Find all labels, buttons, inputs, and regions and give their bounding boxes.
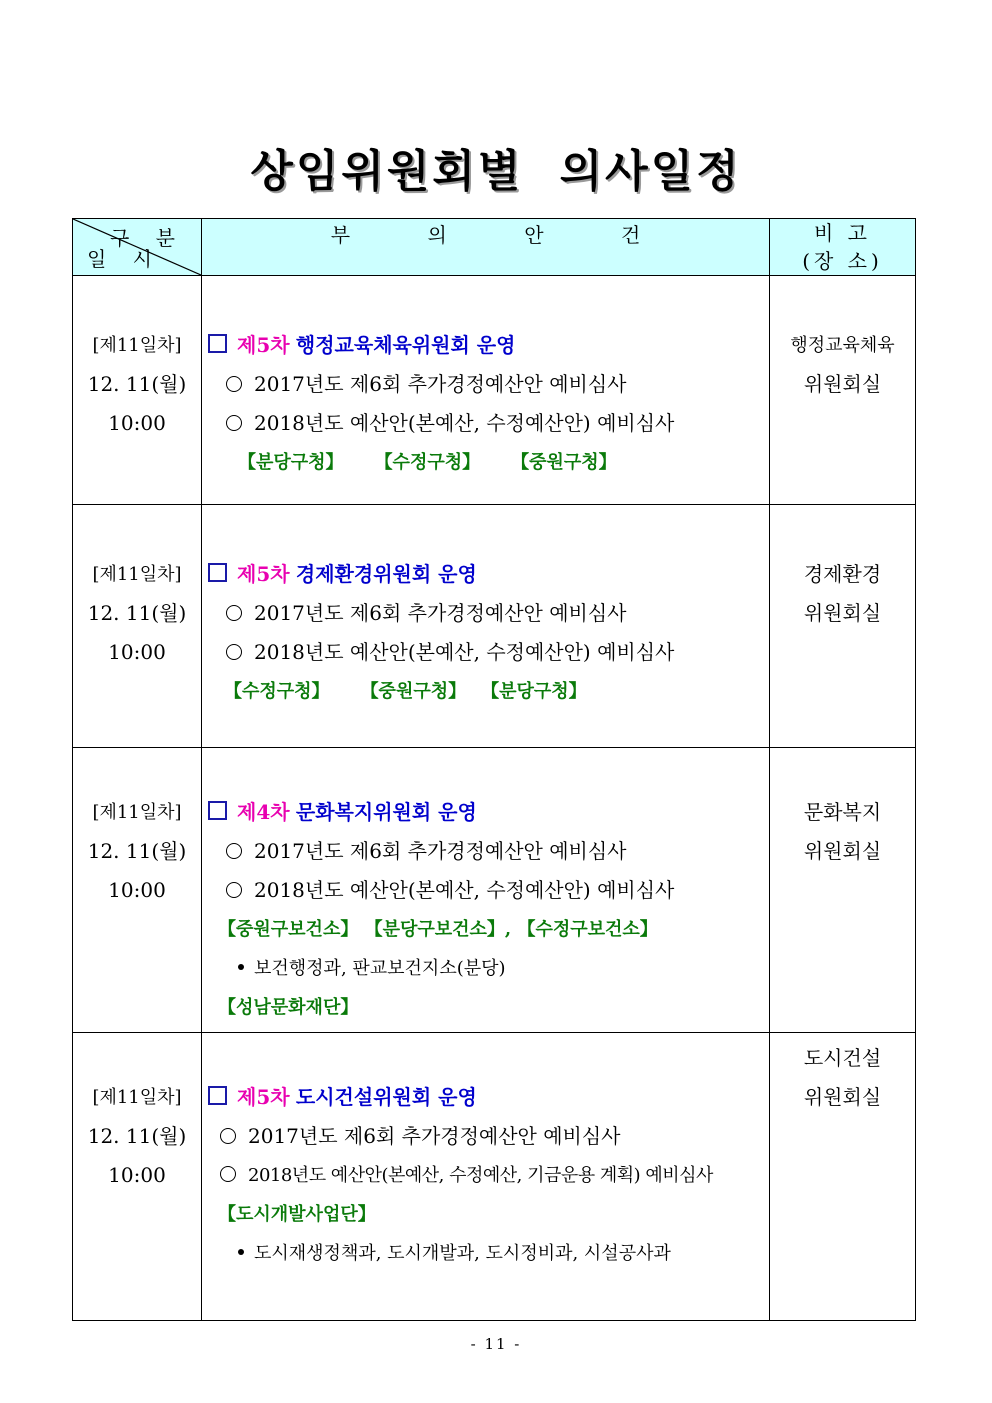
bullet-dot-icon [238,1249,244,1255]
place-line2: 위원회실 [803,601,882,625]
header-main-char: 부 [330,223,351,247]
place-line1: 문화복지 [803,800,882,824]
schedule-row [73,276,916,505]
agenda-item: 2017년도 제6회 추가경정예산안 예비심사 [208,365,769,404]
date-cell [73,505,202,748]
bullet-dot-icon [238,964,244,970]
header-row [73,219,916,276]
session-number: 제5차 [237,1085,290,1109]
page-number: - 11 - [470,1335,522,1353]
time-label: 10:00 [108,640,166,664]
committee-name: 도시건설위원회 운영 [295,1085,477,1109]
checkbox-square-icon [208,1086,227,1105]
header-main-cell [202,219,770,276]
place-line1: 도시건설 [803,1046,882,1070]
group-label: 【도시개발사업단】 [218,1204,376,1225]
time-label: 10:00 [108,411,166,435]
header-ilsi: 일 시 [87,247,162,271]
day-label: [제11일차] [92,802,182,823]
agenda-item: 2018년도 예산안(본예산, 수정예산안) 예비심사 [208,871,769,910]
place-cell [770,1033,916,1321]
agenda-cell [202,1033,770,1321]
agenda-item: 2017년도 제6회 추가경정예산안 예비심사 [208,1117,769,1156]
checkbox-square-icon [208,334,227,353]
bullet-item: 보건행정과, 판교보건지소(분당) [208,949,769,988]
page-title: 상임위원회별 의사일정 [250,146,742,197]
agenda-cell [202,276,770,505]
header-note-line2: (장 소) [802,249,883,273]
group-label: 【성남문화재단】 [218,997,359,1018]
header-diagonal-cell [73,219,202,276]
place-cell [770,748,916,1033]
checkbox-square-icon [208,801,227,820]
circle-bullet-icon [226,605,242,621]
place-line2: 위원회실 [803,372,882,396]
date-label: 12. 11(월) [87,839,187,863]
circle-bullet-icon [220,1166,236,1182]
place-line1: 행정교육체육 [790,335,895,356]
agenda-item: 2018년도 예산안(본예산, 수정예산안) 예비심사 [208,633,769,672]
checkbox-square-icon [208,563,227,582]
circle-bullet-icon [226,376,242,392]
time-label: 10:00 [108,1163,166,1187]
header-gubun: 구 분 [110,226,185,250]
circle-bullet-icon [226,882,242,898]
day-label: [제11일차] [92,335,182,356]
schedule-row [73,748,916,1033]
agenda-item: 2018년도 예산안(본예산, 수정예산, 기금운용 계획) 예비심사 [208,1156,769,1195]
agenda-cell [202,748,770,1033]
schedule-table [72,218,916,1321]
committee-name: 행정교육체육위원회 운영 [295,333,516,357]
session-number: 제4차 [237,800,290,824]
header-main-char: 건 [620,223,641,247]
committee-name: 경제환경위원회 운영 [295,562,477,586]
date-label: 12. 11(월) [87,372,187,396]
committee-heading [208,793,769,832]
committee-name: 문화복지위원회 운영 [295,800,477,824]
place-cell [770,276,916,505]
agenda-item: 2017년도 제6회 추가경정예산안 예비심사 [208,594,769,633]
header-main-char: 안 [524,223,544,247]
circle-bullet-icon [226,843,242,859]
header-main-char: 의 [427,223,447,247]
session-number: 제5차 [237,333,290,357]
place-line2: 위원회실 [803,839,882,863]
place-line1: 경제환경 [803,562,882,586]
circle-bullet-icon [220,1128,236,1144]
time-label: 10:00 [108,878,166,902]
agenda-cell [202,505,770,748]
session-number: 제5차 [237,562,290,586]
group-labels: 【수정구청】 【중원구청】 【분당구청】 [224,681,587,702]
committee-heading [208,555,769,594]
committee-heading [208,1078,769,1117]
group-labels: 【분당구청】 【수정구청】 【중원구청】 [238,452,617,473]
date-label: 12. 11(월) [87,1124,187,1148]
date-cell [73,276,202,505]
agenda-item: 2017년도 제6회 추가경정예산안 예비심사 [208,832,769,871]
schedule-row [73,505,916,748]
day-label: [제11일차] [92,1087,182,1108]
date-cell [73,748,202,1033]
day-label: [제11일차] [92,564,182,585]
schedule-row [73,1033,916,1321]
place-cell [770,505,916,748]
circle-bullet-icon [226,644,242,660]
header-note-line1: 비 고 [814,221,871,245]
place-line2: 위원회실 [803,1085,882,1109]
group-labels: 【중원구보건소】 【분당구보건소】, 【수정구보건소】 [218,919,658,940]
header-note-cell [770,219,916,276]
bullet-item: 도시재생정책과, 도시개발과, 도시정비과, 시설공사과 [208,1234,769,1273]
agenda-item: 2018년도 예산안(본예산, 수정예산안) 예비심사 [208,404,769,443]
circle-bullet-icon [226,415,242,431]
committee-heading [208,326,769,365]
date-cell [73,1033,202,1321]
date-label: 12. 11(월) [87,601,187,625]
